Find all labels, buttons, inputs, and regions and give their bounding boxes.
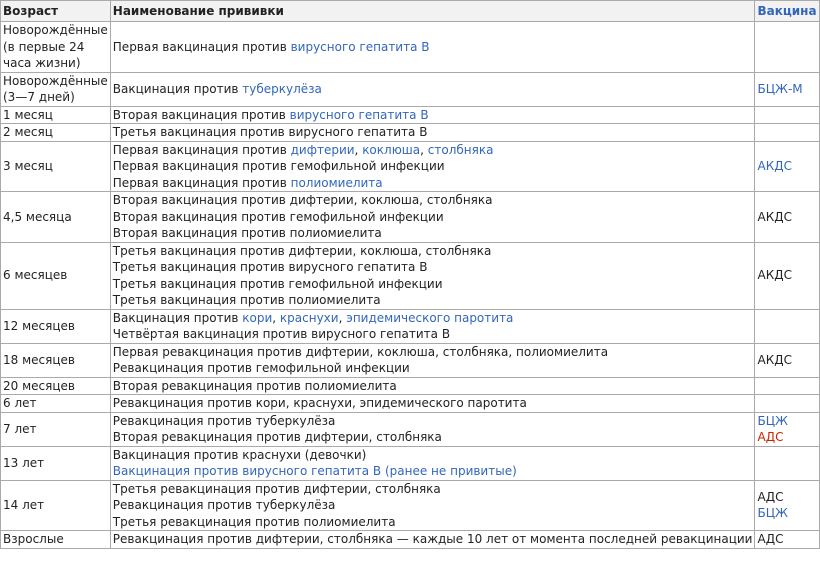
- text-fragment: ,: [338, 310, 347, 325]
- text-fragment: Третья ревакцинация против дифтерии, столбняка: [112, 481, 441, 496]
- table-row: [1, 106, 820, 124]
- age-cell: Новорождённые (3—7 дней): [1, 72, 111, 106]
- disease-link[interactable]: туберкулёза: [242, 81, 322, 96]
- vaccination-line: [113, 39, 753, 56]
- text-fragment: ,: [354, 142, 363, 157]
- disease-link[interactable]: дифтерии: [290, 142, 355, 157]
- vaccine-cell: [755, 106, 819, 124]
- text-fragment: Третья ревакцинация против полиомиелита: [112, 514, 396, 529]
- disease-link[interactable]: вирусного гепатита В: [289, 107, 429, 122]
- disease-link[interactable]: эпидемического паротита: [346, 310, 514, 325]
- vaccine-cell: [755, 72, 819, 106]
- disease-link[interactable]: Вакцинация против вирусного гепатита В (ранее не привитые): [112, 464, 517, 478]
- text-fragment: Вакцинация против краснухи (девочки): [112, 447, 367, 462]
- vaccine-name[interactable]: БЦЖ: [757, 506, 788, 521]
- text-fragment: Третья вакцинация против гемофильной инфекции: [112, 276, 443, 291]
- disease-link[interactable]: краснухи: [279, 310, 339, 325]
- age-cell: 20 месяцев: [1, 377, 111, 395]
- table-row: [1, 309, 820, 343]
- disease-link[interactable]: вирусного гепатита В: [290, 39, 430, 54]
- vaccine-cell: [755, 141, 819, 192]
- vaccination-cell: [110, 242, 755, 309]
- vaccination-line: [113, 142, 753, 159]
- vaccination-line: [113, 175, 753, 192]
- vaccination-cell: [110, 412, 755, 446]
- vaccination-line: [113, 209, 753, 226]
- text-fragment: ,: [272, 310, 280, 325]
- vaccine-cell: [755, 395, 819, 413]
- vaccination-cell: [110, 377, 755, 395]
- vaccination-line: [113, 360, 753, 377]
- table-row: [1, 141, 820, 192]
- vaccination-line: [113, 395, 753, 412]
- vaccination-line: [113, 107, 753, 124]
- disease-link[interactable]: столбняка: [427, 142, 494, 157]
- age-cell: 4,5 месяца: [1, 192, 111, 243]
- text-fragment: Вакцинация против: [112, 81, 243, 96]
- text-fragment: Вторая вакцинация против дифтерии, коклюша, столбняка: [112, 193, 493, 207]
- vaccination-line: [113, 259, 753, 276]
- table-row: [1, 72, 820, 106]
- vaccine-cell: [755, 242, 819, 309]
- vaccine-cell: [755, 22, 819, 73]
- age-cell: 13 лет: [1, 446, 111, 480]
- vaccination-cell: [110, 395, 755, 413]
- header-row: [1, 1, 820, 22]
- table-row: [1, 22, 820, 73]
- vaccine-name: АКДС: [757, 209, 792, 224]
- vaccination-line: [113, 413, 753, 430]
- vaccine-name: АКДС: [757, 352, 792, 367]
- text-fragment: Четвёртая вакцинация против вирусного гепатита В: [112, 327, 451, 341]
- vaccination-line: [113, 514, 753, 531]
- age-cell: 3 месяц: [1, 141, 111, 192]
- vaccination-line: [113, 81, 753, 98]
- vaccine-name: АДС: [757, 489, 784, 504]
- vaccine-cell: [755, 412, 819, 446]
- vaccination-line: [113, 326, 753, 343]
- age-cell: 7 лет: [1, 412, 111, 446]
- vaccination-line: [113, 292, 753, 309]
- vaccination-line: [113, 310, 753, 327]
- text-fragment: ,: [420, 142, 428, 157]
- text-fragment: Вторая вакцинация против полиомиелита: [112, 226, 382, 240]
- text-fragment: Первая вакцинация против: [112, 175, 291, 190]
- text-fragment: Ревакцинация против гемофильной инфекции: [112, 361, 410, 375]
- vaccination-cell: [110, 124, 755, 142]
- vaccination-line: [113, 243, 753, 260]
- vaccination-cell: [110, 309, 755, 343]
- age-cell: Новорождённые (в первые 24 часа жизни): [1, 22, 111, 73]
- vaccination-line: [113, 481, 753, 498]
- vaccine-cell: [755, 343, 819, 377]
- vaccine-name: АДС: [757, 532, 784, 546]
- text-fragment: Вторая вакцинация против гемофильной инфекции: [112, 209, 444, 224]
- vaccine-name[interactable]: АКДС: [757, 159, 792, 173]
- disease-link[interactable]: кори: [242, 310, 273, 325]
- table-row: [1, 124, 820, 142]
- header-name: Наименование прививки: [110, 1, 755, 22]
- table-row: [1, 446, 820, 480]
- vaccine-name[interactable]: БЦЖ: [757, 413, 788, 428]
- vaccination-line: [113, 276, 753, 293]
- text-fragment: Вторая ревакцинация против дифтерии, столбняка: [112, 430, 442, 444]
- age-cell: 6 лет: [1, 395, 111, 413]
- vaccination-line: [113, 344, 753, 361]
- header-vaccine[interactable]: Вакцина: [755, 1, 819, 22]
- vaccination-cell: [110, 106, 755, 124]
- vaccine-name: АКДС: [757, 268, 792, 283]
- text-fragment: Вторая вакцинация против: [112, 107, 290, 122]
- vaccination-cell: [110, 531, 755, 549]
- text-fragment: Третья вакцинация против полиомиелита: [112, 293, 381, 307]
- vaccination-line: [113, 378, 753, 395]
- text-fragment: Третья вакцинация против вирусного гепатита В: [112, 125, 428, 139]
- vaccination-line: [113, 124, 753, 141]
- vaccination-line: [113, 158, 753, 175]
- table-body: [1, 22, 820, 549]
- age-cell: 18 месяцев: [1, 343, 111, 377]
- header-age: Возраст: [1, 1, 111, 22]
- vaccine-cell: [755, 192, 819, 243]
- vaccine-name: АДС: [757, 430, 784, 444]
- text-fragment: Первая ревакцинация против дифтерии, коклюша, столбняка, полиомиелита: [112, 344, 609, 359]
- table-row: [1, 377, 820, 395]
- vaccine-cell: [755, 124, 819, 142]
- table-row: [1, 192, 820, 243]
- table-row: [1, 343, 820, 377]
- age-cell: Взрослые: [1, 531, 111, 549]
- vaccination-cell: [110, 141, 755, 192]
- table-row: [1, 412, 820, 446]
- vaccination-line: [113, 447, 753, 464]
- vaccine-name[interactable]: БЦЖ-М: [757, 81, 803, 96]
- vaccination-line: [113, 225, 753, 242]
- text-fragment: Ревакцинация против туберкулёза: [112, 498, 336, 512]
- vaccination-cell: [110, 72, 755, 106]
- vaccine-cell: [755, 531, 819, 549]
- text-fragment: Ревакцинация против туберкулёза: [112, 413, 336, 428]
- text-fragment: Вторая ревакцинация против полиомиелита: [112, 378, 397, 393]
- table-row: [1, 242, 820, 309]
- age-cell: 14 лет: [1, 480, 111, 531]
- vaccination-line: [113, 531, 753, 548]
- vaccine-cell: [755, 446, 819, 480]
- vaccination-cell: [110, 343, 755, 377]
- text-fragment: Первая вакцинация против: [112, 39, 291, 54]
- text-fragment: Первая вакцинация против гемофильной инфекции: [112, 159, 445, 173]
- disease-link[interactable]: полиомиелита: [290, 175, 383, 190]
- vaccination-line: [113, 192, 753, 209]
- text-fragment: Первая вакцинация против: [112, 142, 291, 157]
- vaccine-cell: [755, 309, 819, 343]
- disease-link[interactable]: коклюша: [362, 142, 421, 157]
- age-cell: 6 месяцев: [1, 242, 111, 309]
- age-cell: 1 месяц: [1, 106, 111, 124]
- age-cell: 2 месяц: [1, 124, 111, 142]
- text-fragment: Ревакцинация против дифтерии, столбняка — каждые 10 лет от момента последней ревакцинации: [112, 532, 753, 546]
- vaccine-cell: [755, 480, 819, 531]
- table-row: [1, 395, 820, 413]
- vaccination-line: [113, 497, 753, 514]
- age-cell: 12 месяцев: [1, 309, 111, 343]
- text-fragment: Третья вакцинация против вирусного гепатита В: [112, 260, 428, 274]
- table-row: [1, 480, 820, 531]
- table-row: [1, 531, 820, 549]
- text-fragment: Третья вакцинация против дифтерии, коклюша, столбняка: [112, 243, 492, 258]
- vaccination-line: [113, 429, 753, 446]
- vaccination-cell: [110, 480, 755, 531]
- vaccination-cell: [110, 192, 755, 243]
- vaccination-cell: [110, 446, 755, 480]
- vaccination-cell: [110, 22, 755, 73]
- text-fragment: Вакцинация против: [112, 310, 243, 325]
- vaccine-cell: [755, 377, 819, 395]
- vaccination-line: [113, 463, 753, 480]
- text-fragment: Ревакцинация против кори, краснухи, эпидемического паротита: [112, 396, 527, 410]
